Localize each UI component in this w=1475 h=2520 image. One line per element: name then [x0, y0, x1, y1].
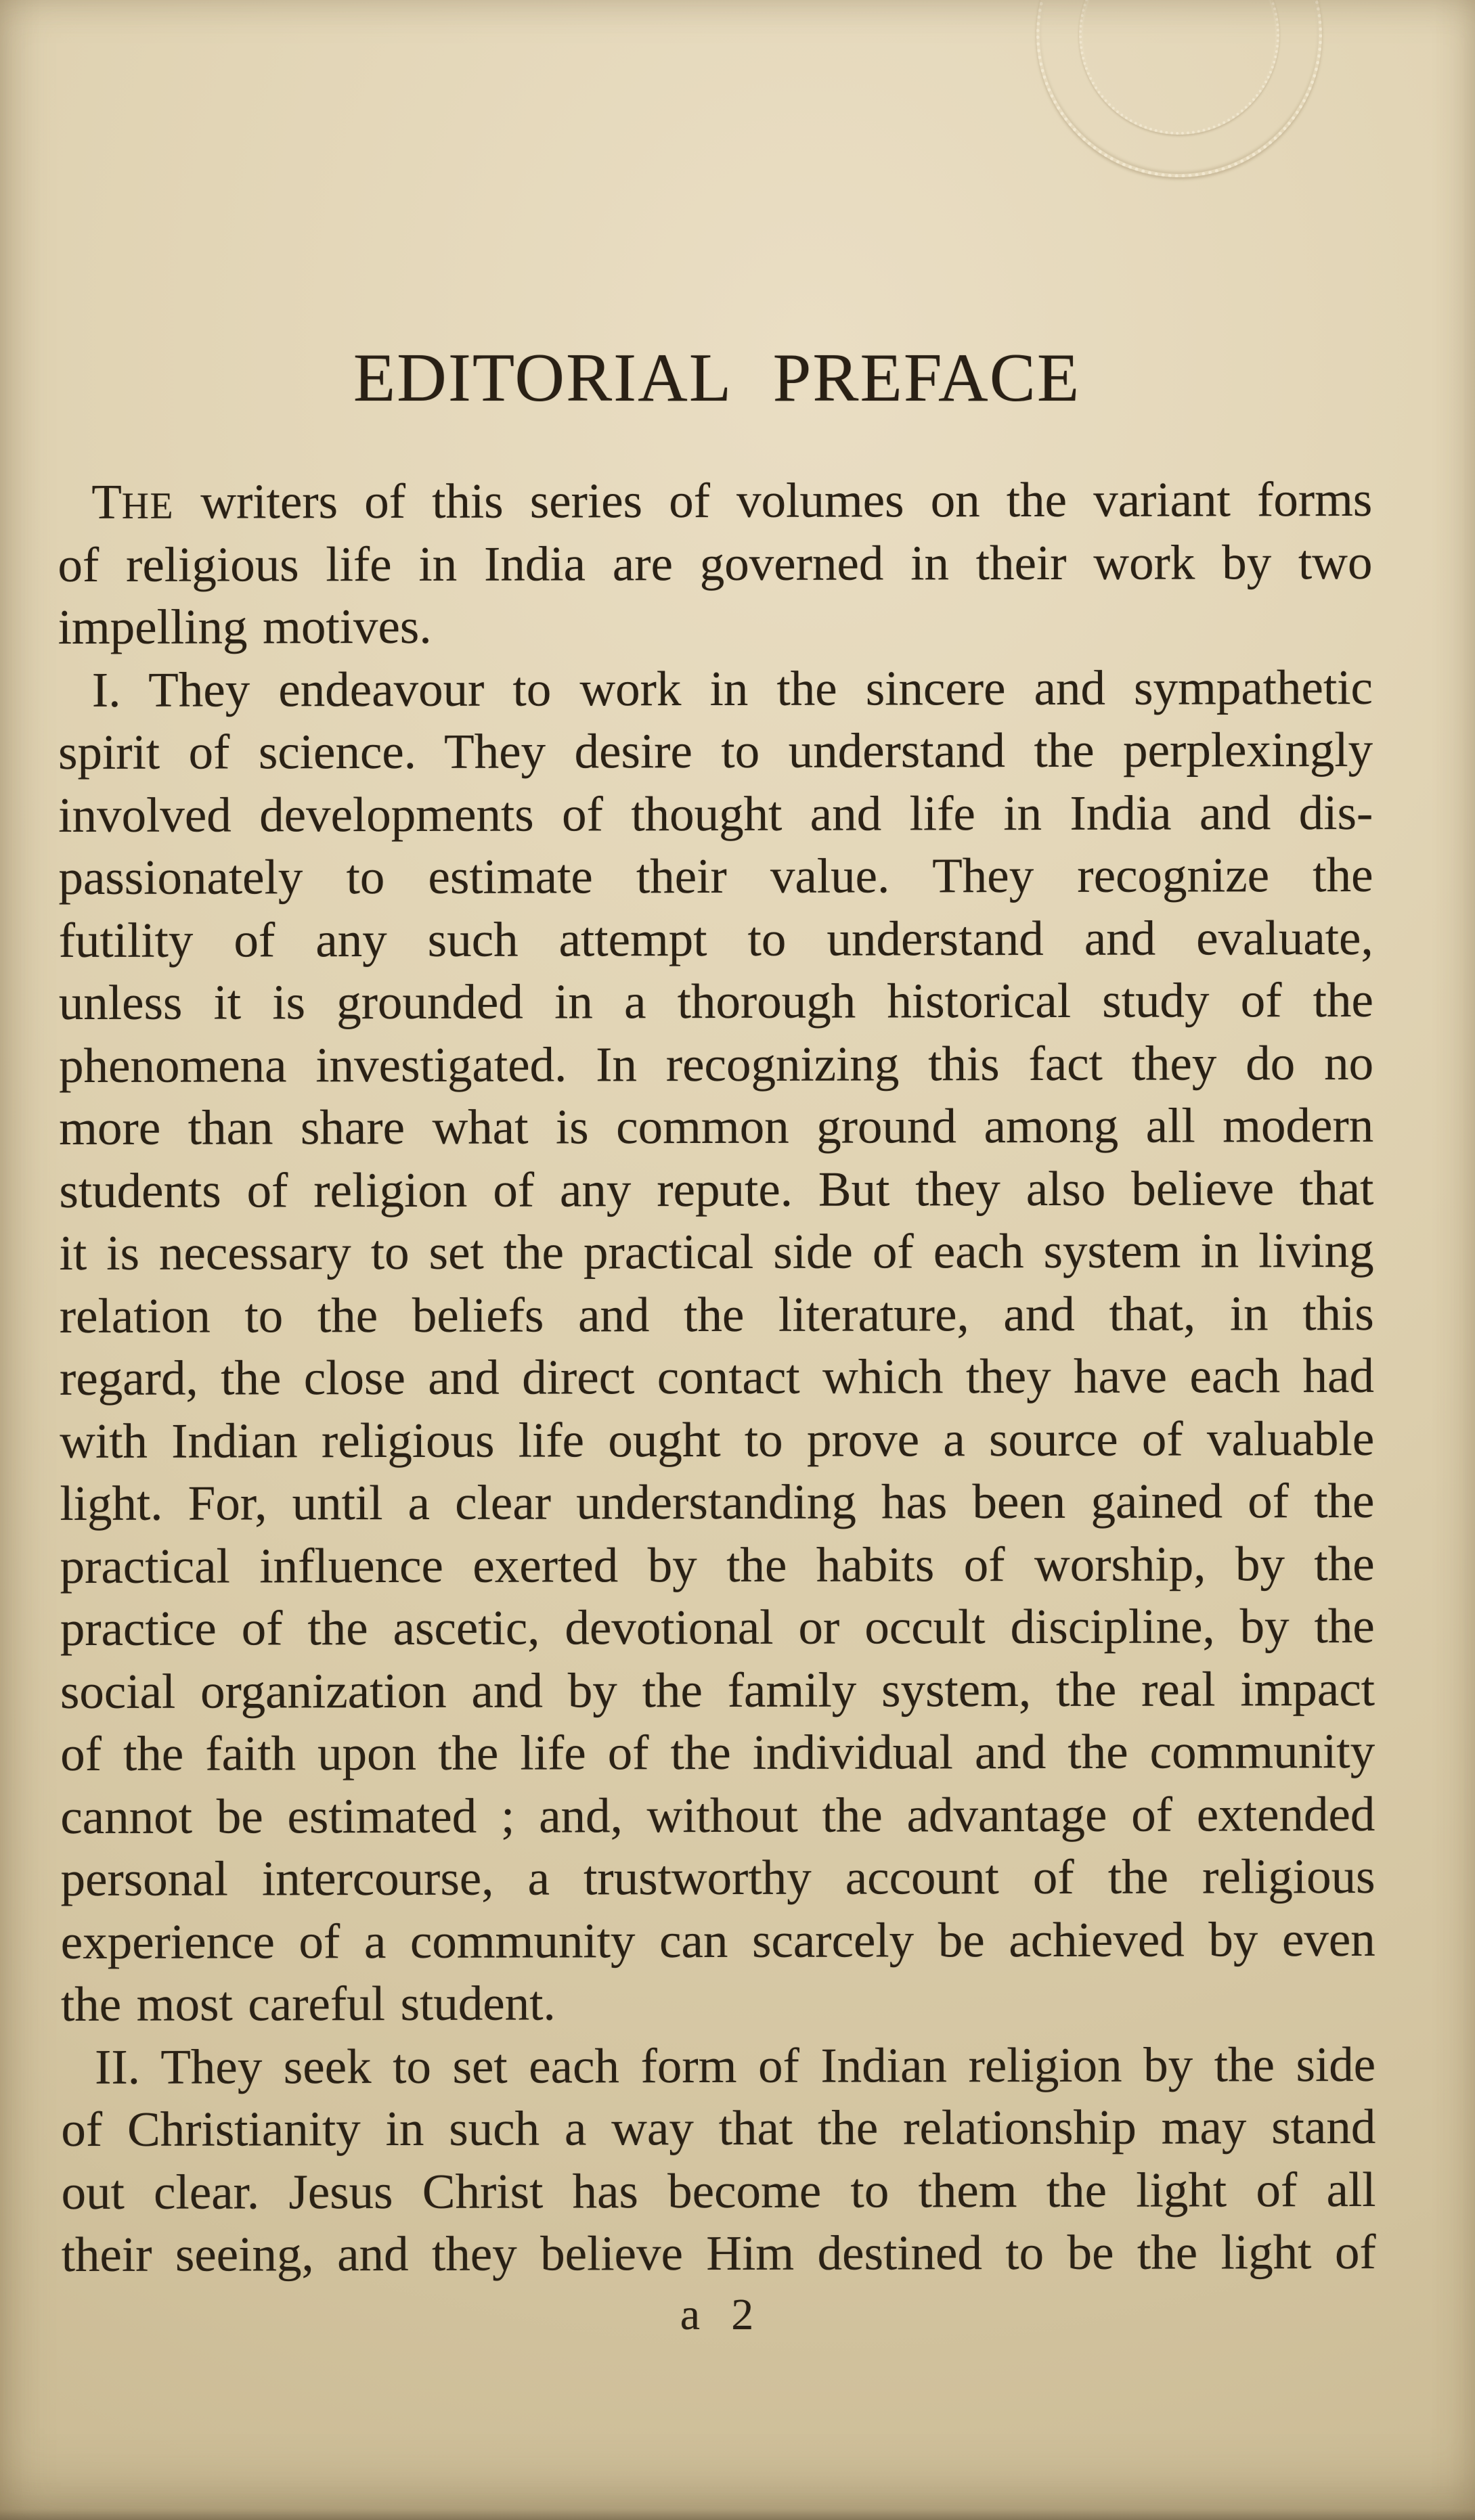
- text-line: regard, the close and direct contact which they have each had: [59, 1347, 1375, 1406]
- text-line: cannot be estimated ; and, without the advantage of extended: [60, 1786, 1375, 1844]
- text-line: students of religion of any repute. But they also believe that: [59, 1160, 1374, 1218]
- text-line: involved developments of thought and life in India and dis-: [58, 784, 1373, 842]
- text-line: it is necessary to set the practical side of each system in living: [59, 1222, 1374, 1281]
- text-line: I. They endeavour to work in the sincere and sympathetic: [91, 659, 1373, 717]
- text-line: experience of a community can scarcely be achieved by even: [60, 1911, 1375, 1969]
- drop-initial: T: [91, 474, 122, 529]
- text-line: impelling motives.: [58, 598, 432, 655]
- text-line: practice of the ascetic, devotional or occult discipline, by the: [60, 1598, 1375, 1657]
- text-line: with Indian religious life ought to prove a source of valuable: [60, 1410, 1375, 1468]
- page-title: EDITORIAL PREFACE: [353, 340, 1081, 416]
- text-line: unless it is grounded in a thorough historical study of the: [58, 972, 1373, 1031]
- text-line: II. They seek to set each form of Indian religion by the side: [95, 2036, 1376, 2094]
- text-line: futility of any such attempt to understand and evaluate,: [58, 909, 1373, 968]
- text-line: spirit of science. They desire to understand the perplexingly: [58, 721, 1373, 780]
- signature-mark: a 2: [680, 2290, 754, 2339]
- text-line: phenomena investigated. In recognizing this fact they do no: [58, 1035, 1374, 1093]
- text-line: the most careful student.: [60, 1975, 556, 2032]
- text-line: of Christianity in such a way that the relationship may stand: [61, 2098, 1376, 2157]
- text-line: social organization and by the family system, the real impact: [60, 1661, 1375, 1719]
- small-caps: HE: [121, 485, 175, 527]
- text-line: more than share what is common ground among all modern: [59, 1097, 1374, 1156]
- embossed-seal: [1036, 0, 1322, 177]
- text-line: passionately to estimate their value. They recognize the: [58, 847, 1373, 905]
- text-line: relation to the beliefs and the literature, and that, in this: [59, 1285, 1374, 1343]
- text-line: of religious life in India are governed in their work by two: [58, 534, 1373, 592]
- text-line: personal intercourse, a trustworthy account of the religious: [60, 1848, 1375, 1907]
- text-line: practical influence exerted by the habits of worship, by the: [60, 1535, 1375, 1594]
- text-line: of the faith upon the life of the individual and the community: [60, 1723, 1375, 1782]
- page-body: [58, 468, 1376, 2287]
- text-line: their seeing, and they believe Him destined to be the light of: [61, 2224, 1376, 2282]
- text-line: light. For, until a clear understanding has been gained of the: [60, 1472, 1375, 1531]
- text-line: out clear. Jesus Christ has become to them the light of all: [61, 2161, 1376, 2220]
- text-line: THE writers of this series of volumes on the variant forms: [91, 471, 1373, 529]
